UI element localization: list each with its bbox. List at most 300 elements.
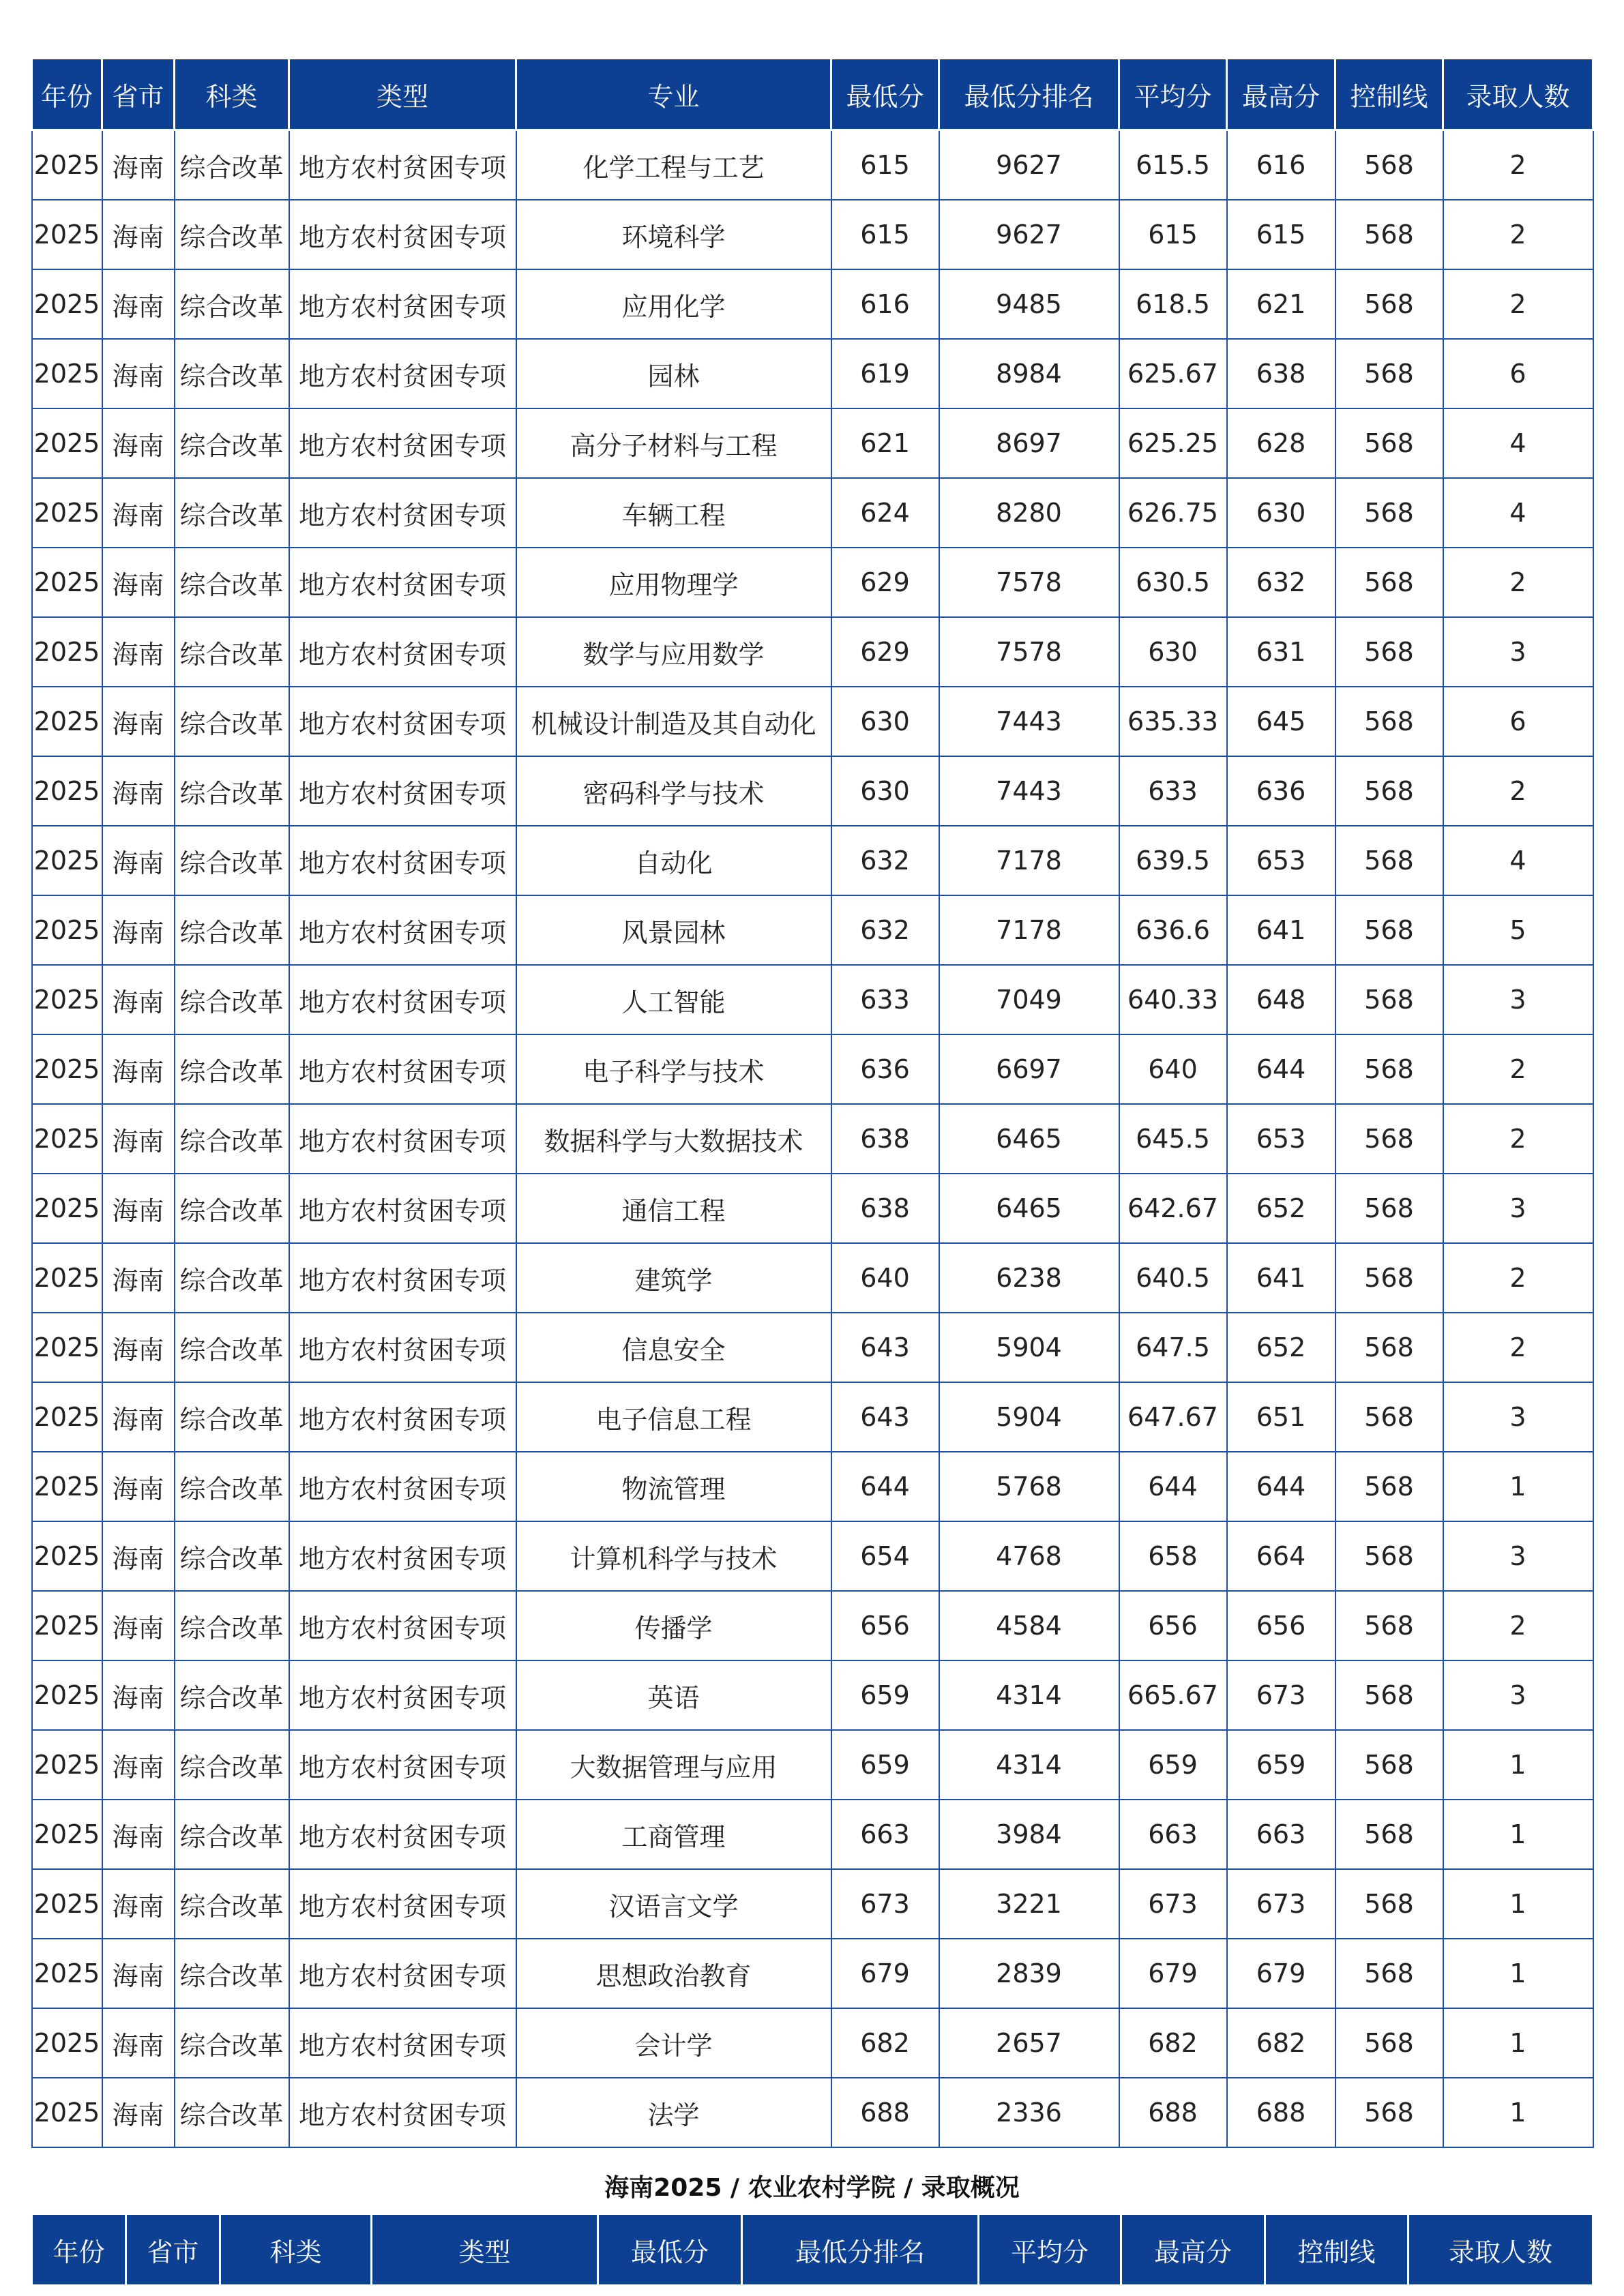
table-cell: 2025 [32,1591,102,1660]
table-cell: 568 [1335,1104,1443,1174]
table-cell: 海南 [102,478,175,548]
table-row [32,1174,1593,1243]
table-cell: 应用化学 [516,269,831,339]
table-cell: 658 [1119,1521,1227,1591]
table-cell: 海南 [102,1452,175,1521]
table-cell: 大数据管理与应用 [516,1730,831,1800]
column-header: 科类 [220,2214,372,2286]
table-cell: 海南 [102,1243,175,1313]
table-cell: 电子科学与技术 [516,1034,831,1104]
table-cell: 地方农村贫困专项 [289,339,516,408]
table-cell: 688 [1227,2078,1335,2147]
table-cell: 629 [831,548,939,617]
table-cell: 数据科学与大数据技术 [516,1104,831,1174]
table-header-row [32,2214,1593,2286]
table-cell: 2025 [32,2078,102,2147]
table-cell: 656 [1119,1591,1227,1660]
table-cell: 地方农村贫困专项 [289,1730,516,1800]
table-cell: 综合改革 [175,1939,289,2008]
table-cell: 568 [1335,1034,1443,1104]
table-cell: 653 [1227,826,1335,895]
table-cell: 园林 [516,339,831,408]
table-row [32,339,1593,408]
table-cell: 综合改革 [175,478,289,548]
column-header: 年份 [32,2214,126,2286]
table-cell: 地方农村贫困专项 [289,200,516,269]
table-row [32,1591,1593,1660]
table-cell: 624 [831,478,939,548]
table-cell: 地方农村贫困专项 [289,408,516,478]
table-cell: 综合改革 [175,687,289,756]
table-cell: 568 [1335,895,1443,965]
table-row [32,1243,1593,1313]
table-cell: 2025 [32,1104,102,1174]
table-cell: 630 [831,687,939,756]
table-cell: 9627 [939,130,1119,200]
table-cell: 616 [831,269,939,339]
table-cell: 工商管理 [516,1800,831,1869]
table-cell: 673 [1227,1869,1335,1939]
table-cell: 4 [1443,408,1593,478]
table-cell: 综合改革 [175,1174,289,1243]
table-cell: 海南 [102,687,175,756]
table-cell: 3221 [939,1869,1119,1939]
table-cell: 644 [831,1452,939,1521]
table-cell: 地方农村贫困专项 [289,2078,516,2147]
table-cell: 传播学 [516,1591,831,1660]
table-cell: 地方农村贫困专项 [289,1591,516,1660]
table-cell: 2 [1443,1034,1593,1104]
table-cell: 地方农村贫困专项 [289,1313,516,1382]
column-header: 录取人数 [1443,59,1593,130]
table-cell: 630 [1227,478,1335,548]
table-row [32,895,1593,965]
table-cell: 综合改革 [175,965,289,1034]
table-cell: 640 [1119,1034,1227,1104]
table-cell: 2 [1443,1243,1593,1313]
table-cell: 综合改革 [175,200,289,269]
table-cell: 652 [1227,1313,1335,1382]
table-cell: 综合改革 [175,1800,289,1869]
table-cell: 679 [831,1939,939,2008]
table-cell: 4768 [939,1521,1119,1591]
table-cell: 2025 [32,1034,102,1104]
table-cell: 地方农村贫困专项 [289,1104,516,1174]
table-cell: 海南 [102,1591,175,1660]
table-cell: 615 [1119,200,1227,269]
table-cell: 2025 [32,1313,102,1382]
table-cell: 综合改革 [175,1382,289,1452]
table-cell: 7049 [939,965,1119,1034]
column-header: 专业 [516,59,831,130]
table-cell: 568 [1335,1382,1443,1452]
table-cell: 3 [1443,1660,1593,1730]
table-cell: 海南 [102,1730,175,1800]
column-header: 平均分 [1119,59,1227,130]
table-cell: 2025 [32,1800,102,1869]
table-cell: 4584 [939,1591,1119,1660]
table-cell: 3 [1443,1382,1593,1452]
table-cell: 地方农村贫困专项 [289,269,516,339]
table-cell: 638 [1227,339,1335,408]
table-cell: 679 [1227,1939,1335,2008]
table-cell: 海南 [102,200,175,269]
table-cell: 计算机科学与技术 [516,1521,831,1591]
table-cell: 海南 [102,1800,175,1869]
table-cell: 633 [831,965,939,1034]
table-cell: 2025 [32,339,102,408]
table-row [32,1939,1593,2008]
column-header: 省市 [102,59,175,130]
table-cell: 综合改革 [175,756,289,826]
table-cell: 642.67 [1119,1174,1227,1243]
table-cell: 地方农村贫困专项 [289,965,516,1034]
table-cell: 616 [1227,130,1335,200]
table-row [32,2008,1593,2078]
table-cell: 海南 [102,756,175,826]
table-row [32,269,1593,339]
table-cell: 568 [1335,339,1443,408]
table-cell: 2025 [32,408,102,478]
column-header: 控制线 [1335,59,1443,130]
table-cell: 568 [1335,2078,1443,2147]
table-cell: 海南 [102,1660,175,1730]
table-cell: 地方农村贫困专项 [289,478,516,548]
table-cell: 568 [1335,2008,1443,2078]
table-cell: 地方农村贫困专项 [289,687,516,756]
table-cell: 2025 [32,826,102,895]
table-cell: 626.75 [1119,478,1227,548]
table-cell: 682 [1227,2008,1335,2078]
table-cell: 641 [1227,1243,1335,1313]
table-cell: 地方农村贫困专项 [289,1521,516,1591]
table-cell: 6238 [939,1243,1119,1313]
table-cell: 619 [831,339,939,408]
table-cell: 2025 [32,548,102,617]
table-cell: 海南 [102,269,175,339]
table-cell: 信息安全 [516,1313,831,1382]
table-cell: 1 [1443,1452,1593,1521]
table-cell: 化学工程与工艺 [516,130,831,200]
column-header: 最高分 [1227,59,1335,130]
table-cell: 电子信息工程 [516,1382,831,1452]
table-cell: 海南 [102,1313,175,1382]
table-cell: 风景园林 [516,895,831,965]
table-header-row [32,59,1593,130]
table-cell: 682 [1119,2008,1227,2078]
table-cell: 7578 [939,548,1119,617]
table-cell: 665.67 [1119,1660,1227,1730]
table-cell: 682 [831,2008,939,2078]
table-cell: 659 [1227,1730,1335,1800]
table-cell: 综合改革 [175,1313,289,1382]
table-cell: 2025 [32,1243,102,1313]
table-cell: 2336 [939,2078,1119,2147]
table-cell: 568 [1335,200,1443,269]
table-cell: 638 [831,1174,939,1243]
table-cell: 6465 [939,1104,1119,1174]
column-header: 省市 [126,2214,220,2286]
table-cell: 568 [1335,1660,1443,1730]
table-row [32,687,1593,756]
table-cell: 海南 [102,339,175,408]
table-cell: 644 [1227,1034,1335,1104]
table-cell: 654 [831,1521,939,1591]
table-cell: 地方农村贫困专项 [289,1452,516,1521]
table-row [32,965,1593,1034]
table-cell: 综合改革 [175,1591,289,1660]
table-cell: 地方农村贫困专项 [289,1869,516,1939]
table-cell: 632 [831,826,939,895]
table-cell: 海南 [102,2078,175,2147]
table-cell: 3 [1443,617,1593,687]
table-cell: 632 [831,895,939,965]
column-header: 科类 [175,59,289,130]
table-cell: 思想政治教育 [516,1939,831,2008]
column-header: 类型 [372,2214,598,2286]
table-cell: 3 [1443,1521,1593,1591]
table-cell: 数学与应用数学 [516,617,831,687]
table-cell: 综合改革 [175,548,289,617]
column-header: 最低分 [831,59,939,130]
table-cell: 568 [1335,756,1443,826]
table-cell: 地方农村贫困专项 [289,130,516,200]
table-cell: 568 [1335,1869,1443,1939]
table-cell: 2 [1443,269,1593,339]
section-caption: 海南2025 / 农业农村学院 / 录取概况 [604,2174,1020,2202]
table-cell: 地方农村贫困专项 [289,1800,516,1869]
table-row [32,1382,1593,1452]
table-cell: 英语 [516,1660,831,1730]
table-cell: 2025 [32,1452,102,1521]
table-cell: 7578 [939,617,1119,687]
table-cell: 5904 [939,1313,1119,1382]
table-cell: 2025 [32,756,102,826]
table-cell: 2025 [32,965,102,1034]
table-cell: 2839 [939,1939,1119,2008]
table-cell: 综合改革 [175,826,289,895]
table-cell: 应用物理学 [516,548,831,617]
table-cell: 2025 [32,1730,102,1800]
table-cell: 3 [1443,1174,1593,1243]
table-row [32,1034,1593,1104]
table-row [32,548,1593,617]
table-cell: 656 [1227,1591,1335,1660]
table-cell: 2 [1443,1313,1593,1382]
table-cell: 4 [1443,478,1593,548]
table-cell: 1 [1443,1730,1593,1800]
table-row [32,1452,1593,1521]
table-cell: 2025 [32,269,102,339]
table-cell: 综合改革 [175,1660,289,1730]
table-cell: 656 [831,1591,939,1660]
table-cell: 679 [1119,1939,1227,2008]
table-cell: 5904 [939,1382,1119,1452]
table-cell: 618.5 [1119,269,1227,339]
table-cell: 综合改革 [175,1521,289,1591]
table-cell: 机械设计制造及其自动化 [516,687,831,756]
table-cell: 综合改革 [175,2078,289,2147]
table-cell: 625.25 [1119,408,1227,478]
table-cell: 地方农村贫困专项 [289,1939,516,2008]
table-cell: 640 [831,1243,939,1313]
table-cell: 1 [1443,2078,1593,2147]
table-cell: 地方农村贫困专项 [289,1382,516,1452]
table-cell: 自动化 [516,826,831,895]
table-cell: 2025 [32,1382,102,1452]
table-cell: 2 [1443,130,1593,200]
table-cell: 2025 [32,130,102,200]
table-row [32,408,1593,478]
table-cell: 673 [1119,1869,1227,1939]
table-row [32,826,1593,895]
table-cell: 647.67 [1119,1382,1227,1452]
table-cell: 663 [831,1800,939,1869]
table-cell: 综合改革 [175,2008,289,2078]
table-cell: 629 [831,617,939,687]
table-cell: 海南 [102,617,175,687]
table-cell: 568 [1335,548,1443,617]
table-cell: 地方农村贫困专项 [289,1034,516,1104]
table-cell: 6 [1443,339,1593,408]
table-cell: 地方农村贫困专项 [289,756,516,826]
table-cell: 综合改革 [175,269,289,339]
table-cell: 568 [1335,269,1443,339]
table-cell: 2025 [32,1869,102,1939]
table-cell: 636 [1227,756,1335,826]
table-cell: 568 [1335,1939,1443,2008]
table-cell: 综合改革 [175,895,289,965]
table-cell: 636.6 [1119,895,1227,965]
table-cell: 建筑学 [516,1243,831,1313]
table-cell: 海南 [102,895,175,965]
table-cell: 汉语言文学 [516,1869,831,1939]
table-cell: 地方农村贫困专项 [289,1174,516,1243]
table-cell: 7178 [939,826,1119,895]
table-row [32,756,1593,826]
table-cell: 2 [1443,548,1593,617]
table-cell: 568 [1335,478,1443,548]
table-cell: 635.33 [1119,687,1227,756]
table-cell: 568 [1335,408,1443,478]
table-cell: 638 [831,1104,939,1174]
table-cell: 海南 [102,130,175,200]
table-cell: 综合改革 [175,1243,289,1313]
table-cell: 2025 [32,1174,102,1243]
table-cell: 645.5 [1119,1104,1227,1174]
table-cell: 640.33 [1119,965,1227,1034]
table-cell: 地方农村贫困专项 [289,1243,516,1313]
table-cell: 673 [831,1869,939,1939]
table-cell: 8697 [939,408,1119,478]
table-cell: 568 [1335,687,1443,756]
table-cell: 621 [1227,269,1335,339]
table-cell: 综合改革 [175,1869,289,1939]
table-cell: 2 [1443,1591,1593,1660]
table-cell: 1 [1443,1939,1593,2008]
table-cell: 630 [1119,617,1227,687]
table-row [32,1660,1593,1730]
table-cell: 综合改革 [175,130,289,200]
table-cell: 568 [1335,1243,1443,1313]
table-cell: 海南 [102,1869,175,1939]
table-cell: 综合改革 [175,1104,289,1174]
table-cell: 海南 [102,1939,175,2008]
table-cell: 地方农村贫困专项 [289,895,516,965]
column-header: 录取人数 [1408,2214,1593,2286]
table-cell: 664 [1227,1521,1335,1591]
column-header: 平均分 [979,2214,1121,2286]
table-cell: 615.5 [1119,130,1227,200]
table-cell: 615 [831,130,939,200]
table-cell: 568 [1335,1313,1443,1382]
table-cell: 2 [1443,200,1593,269]
table-cell: 4314 [939,1660,1119,1730]
column-header: 最低分排名 [939,59,1119,130]
table-cell: 615 [1227,200,1335,269]
table-cell: 2025 [32,1521,102,1591]
table-cell: 673 [1227,1660,1335,1730]
table-cell: 2657 [939,2008,1119,2078]
table-cell: 639.5 [1119,826,1227,895]
table-cell: 568 [1335,1800,1443,1869]
table-cell: 2025 [32,1939,102,2008]
table-cell: 法学 [516,2078,831,2147]
table-cell: 地方农村贫困专项 [289,1660,516,1730]
table-cell: 2025 [32,1660,102,1730]
table-cell: 630 [831,756,939,826]
table-cell: 636 [831,1034,939,1104]
table-row [32,1730,1593,1800]
table-cell: 632 [1227,548,1335,617]
column-header: 年份 [32,59,102,130]
table-cell: 2025 [32,200,102,269]
column-header: 最高分 [1121,2214,1265,2286]
table-row [32,1800,1593,1869]
table-cell: 5 [1443,895,1593,965]
table-cell: 651 [1227,1382,1335,1452]
table-cell: 综合改革 [175,617,289,687]
table-cell: 568 [1335,1174,1443,1243]
table-cell: 647.5 [1119,1313,1227,1382]
table-row [32,478,1593,548]
table-cell: 海南 [102,1382,175,1452]
table-cell: 5768 [939,1452,1119,1521]
table-cell: 7443 [939,756,1119,826]
table-cell: 628 [1227,408,1335,478]
table-row [32,1521,1593,1591]
table-cell: 3984 [939,1800,1119,1869]
table-cell: 653 [1227,1104,1335,1174]
table-cell: 8280 [939,478,1119,548]
table-cell: 1 [1443,1869,1593,1939]
table-cell: 海南 [102,826,175,895]
table-cell: 2 [1443,1104,1593,1174]
table-row [32,2078,1593,2147]
table-cell: 海南 [102,1104,175,1174]
table-cell: 645 [1227,687,1335,756]
table-cell: 648 [1227,965,1335,1034]
table-cell: 2025 [32,687,102,756]
table-cell: 海南 [102,1521,175,1591]
table-cell: 568 [1335,1730,1443,1800]
table-cell: 海南 [102,548,175,617]
table-cell: 8984 [939,339,1119,408]
admission-table-summary [31,2213,1594,2286]
admission-table-majors [31,57,1594,2148]
table-cell: 688 [831,2078,939,2147]
table-cell: 2025 [32,2008,102,2078]
